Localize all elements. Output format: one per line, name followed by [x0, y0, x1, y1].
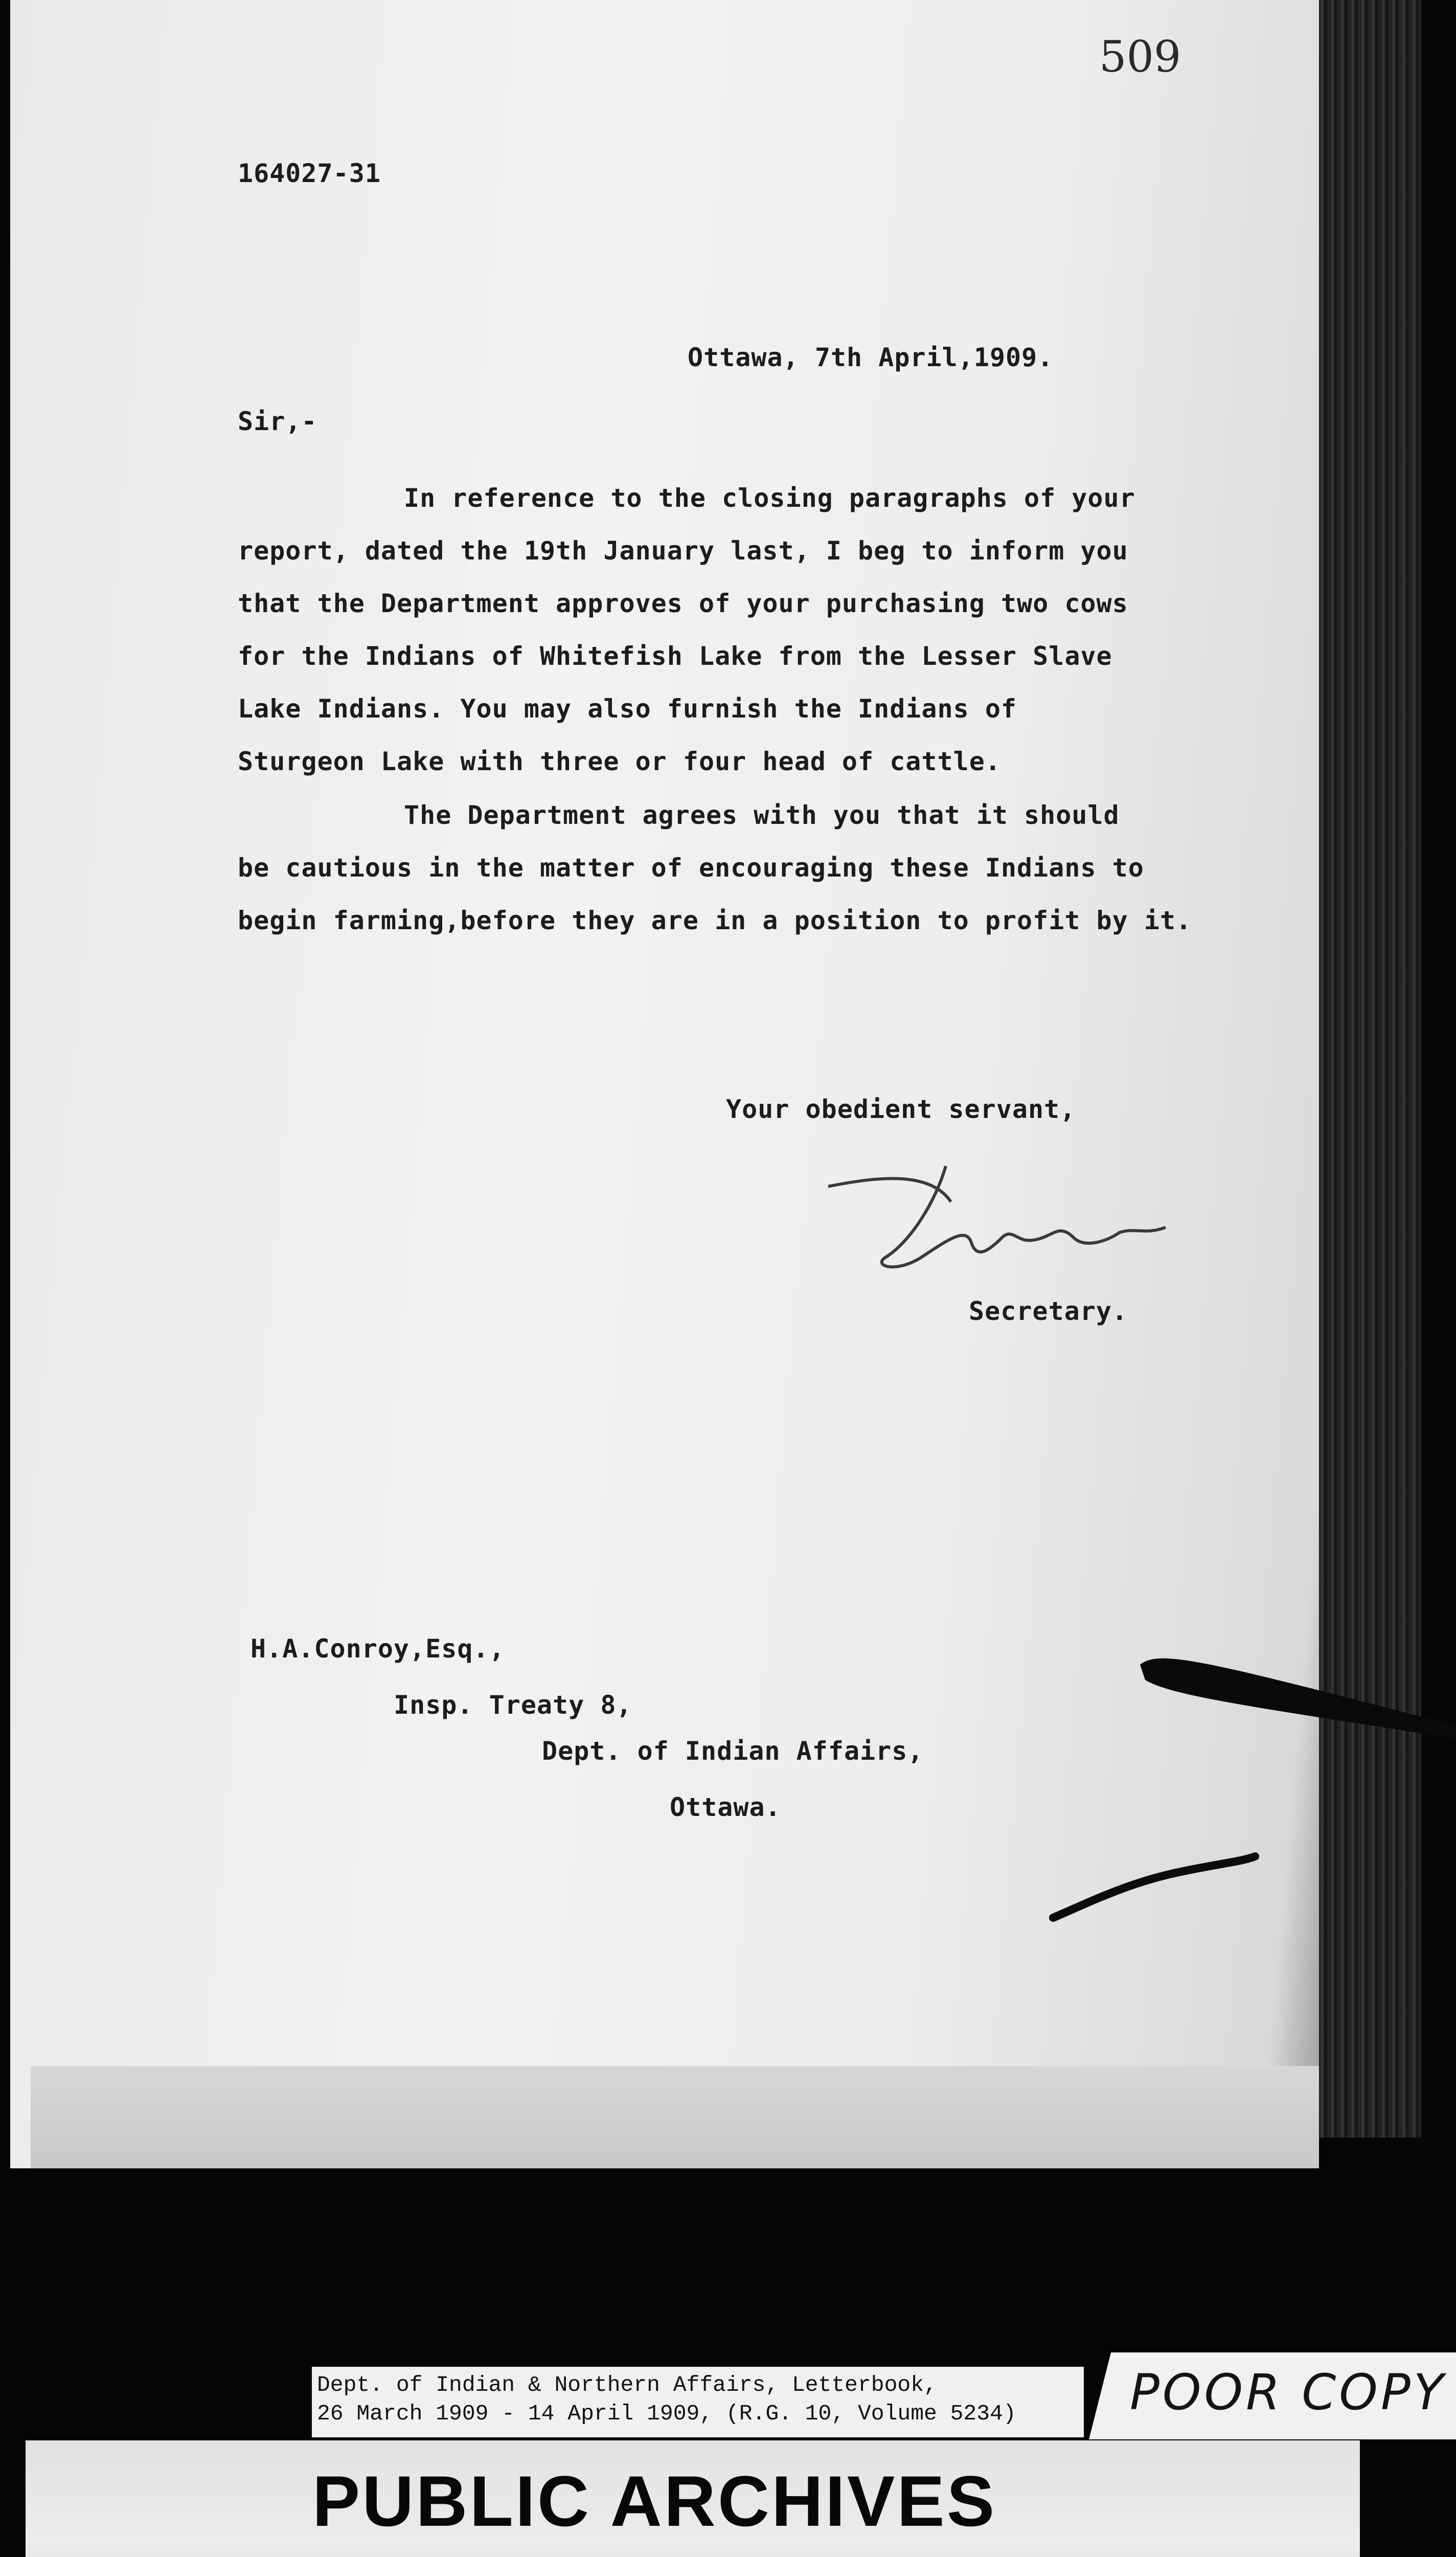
- page-number: 509: [1099, 32, 1181, 82]
- addressee-line: H.A.Conroy,Esq.,: [251, 1634, 505, 1664]
- addressee-line: Dept. of Indian Affairs,: [542, 1736, 924, 1766]
- handwritten-signature: [818, 1156, 1176, 1309]
- sheet-lower-edge: [31, 2066, 1319, 2168]
- paragraph2-line: The Department agrees with you that it should: [404, 800, 1120, 830]
- place-date: Ottawa, 7th April,1909.: [688, 343, 1054, 372]
- addressee-line: Insp. Treaty 8,: [394, 1690, 632, 1720]
- paragraph1-line: In reference to the closing paragraphs of your: [404, 483, 1135, 513]
- archives-title-english: PUBLIC ARCHIVES: [312, 2461, 997, 2541]
- paragraph2-line: begin farming,before they are in a position to profit by it.: [238, 906, 1192, 935]
- paragraph1-line: Sturgeon Lake with three or four head of cattle.: [238, 747, 1001, 776]
- addressee-line: Ottawa.: [670, 1792, 781, 1822]
- paragraph1-line: that the Department approves of your purchasing two cows: [238, 589, 1128, 618]
- paragraph1-line: report, dated the 19th January last, I beg to inform you: [238, 536, 1128, 566]
- salutation: Sir,-: [238, 407, 317, 436]
- archive-reference-line1: Dept. of Indian & Northern Affairs, Letterbook,: [317, 2372, 937, 2397]
- file-reference: 164027-31: [238, 159, 381, 188]
- paragraph1-line: for the Indians of Whitefish Lake from the Lesser Slave: [238, 641, 1112, 671]
- poor-copy-note: POOR COPY: [1130, 2364, 1447, 2421]
- signature-title: Secretary.: [969, 1296, 1128, 1326]
- archive-reference-text: [317, 2371, 1016, 2428]
- paragraph1-line: Lake Indians. You may also furnish the Indians of: [238, 694, 1017, 724]
- ink-mark: [1048, 1836, 1263, 1928]
- archive-reference-line2: 26 March 1909 - 14 April 1909, (R.G. 10, Volume 5234): [317, 2401, 1016, 2426]
- closing: Your obedient servant,: [726, 1094, 1076, 1124]
- paragraph2-line: be cautious in the matter of encouraging these Indians to: [238, 853, 1144, 883]
- pen-pointer: [1140, 1649, 1456, 1741]
- letterbook-binding: [1319, 0, 1421, 2138]
